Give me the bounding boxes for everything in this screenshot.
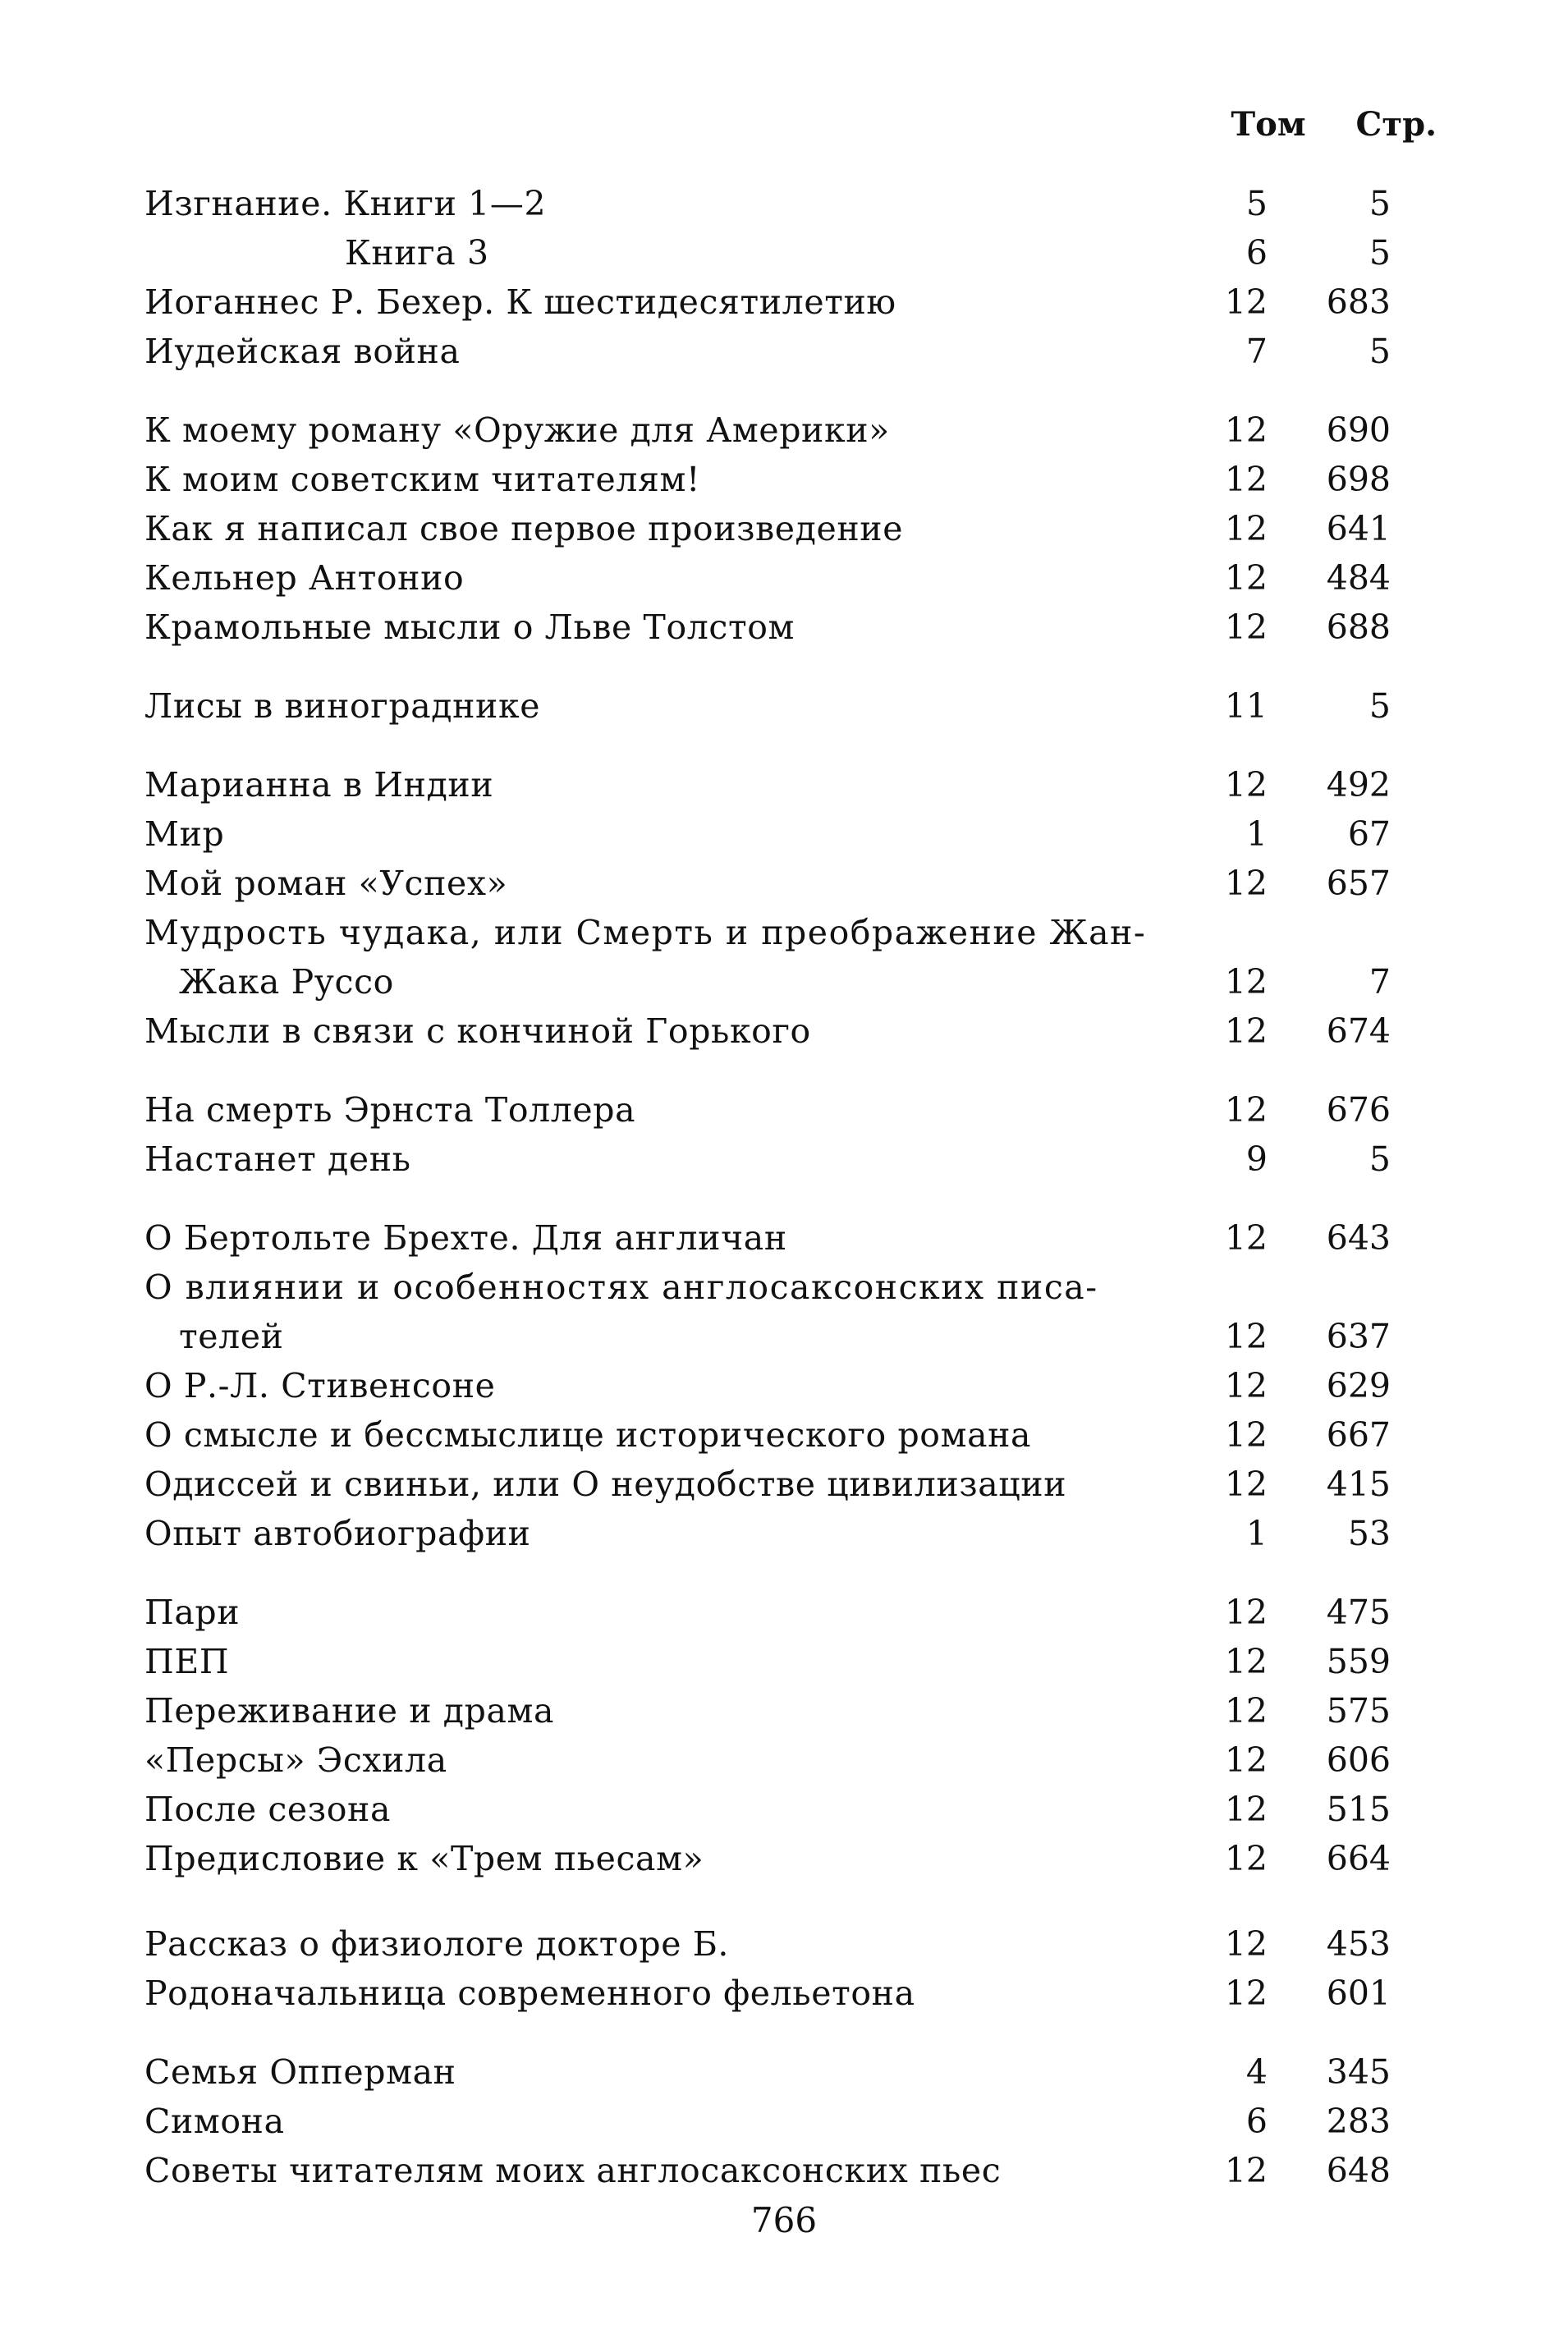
entry-page: 5 xyxy=(1369,1139,1391,1179)
entry-title: После сезона xyxy=(144,1790,391,1829)
entry-volume: 12 xyxy=(1224,1924,1268,1964)
entry-volume: 12 xyxy=(1224,2151,1268,2190)
entry-volume: 12 xyxy=(1224,1642,1268,1681)
index-entry xyxy=(0,179,1568,228)
entry-title: О Р.-Л. Стивенсоне xyxy=(144,1366,496,1405)
entry-page: 629 xyxy=(1326,1366,1391,1405)
entry-volume: 1 xyxy=(1245,1514,1268,1553)
entry-page: 492 xyxy=(1326,765,1391,805)
entry-title: О смысле и бессмыслице исторического романа xyxy=(144,1415,1032,1455)
index-entry xyxy=(0,1588,1568,1637)
index-entry xyxy=(0,1785,1568,1834)
entry-page: 676 xyxy=(1326,1090,1391,1130)
entry-title: Мой роман «Успех» xyxy=(144,864,508,903)
entry-page: 67 xyxy=(1347,814,1391,854)
index-entry xyxy=(0,1509,1568,1558)
entry-volume: 12 xyxy=(1224,460,1268,499)
index-entry xyxy=(0,1735,1568,1785)
entry-page: 559 xyxy=(1326,1642,1391,1681)
index-entry xyxy=(0,2047,1568,2097)
entry-page: 283 xyxy=(1326,2102,1391,2141)
entry-volume: 12 xyxy=(1224,1974,1268,2013)
index-entry xyxy=(0,1637,1568,1686)
entry-title: На смерть Эрнста Толлера xyxy=(144,1090,636,1130)
entry-title: Жака Руссо xyxy=(179,962,394,1002)
entry-volume: 12 xyxy=(1224,282,1268,322)
entry-title: телей xyxy=(179,1317,284,1356)
entry-volume: 7 xyxy=(1245,332,1268,371)
entry-title: Настанет день xyxy=(144,1139,411,1179)
index-entry xyxy=(0,1919,1568,1969)
entry-page: 345 xyxy=(1326,2052,1391,2092)
entry-page: 484 xyxy=(1326,558,1391,598)
entry-volume: 12 xyxy=(1224,1465,1268,1504)
entry-page: 667 xyxy=(1326,1415,1391,1455)
entry-page: 643 xyxy=(1326,1218,1391,1258)
entry-page: 415 xyxy=(1326,1465,1391,1504)
index-entry xyxy=(0,1410,1568,1460)
entry-volume: 12 xyxy=(1224,1090,1268,1130)
entry-page: 475 xyxy=(1326,1593,1391,1632)
page-number: 766 xyxy=(750,2200,818,2240)
entry-volume: 9 xyxy=(1245,1139,1268,1179)
entry-volume: 12 xyxy=(1224,1415,1268,1455)
entry-volume: 12 xyxy=(1224,1691,1268,1731)
entry-title: ПЕП xyxy=(144,1642,230,1681)
entry-volume: 12 xyxy=(1224,509,1268,548)
entry-title: О влиянии и особенностях англосаксонских писа- xyxy=(144,1268,1098,1307)
entry-page: 641 xyxy=(1326,509,1391,548)
index-entry xyxy=(0,1085,1568,1135)
entry-volume: 12 xyxy=(1224,1740,1268,1780)
index-entry xyxy=(0,455,1568,504)
index-entry xyxy=(0,1834,1568,1883)
index-entry xyxy=(0,1263,1568,1312)
entry-volume: 1 xyxy=(1245,814,1268,854)
entry-title: О Бертольте Брехте. Для англичан xyxy=(144,1218,787,1258)
entry-title: Мир xyxy=(144,814,225,854)
entry-title: «Персы» Эсхила xyxy=(144,1740,447,1780)
entry-page: 657 xyxy=(1326,864,1391,903)
entry-page: 5 xyxy=(1369,686,1391,726)
index-entry xyxy=(0,1460,1568,1509)
entry-volume: 6 xyxy=(1245,2102,1268,2141)
index-entry xyxy=(0,681,1568,731)
entry-volume: 12 xyxy=(1224,1839,1268,1878)
index-entry xyxy=(0,553,1568,603)
entry-page: 688 xyxy=(1326,607,1391,647)
entry-page: 515 xyxy=(1326,1790,1391,1829)
entry-volume: 11 xyxy=(1224,686,1268,726)
entry-page: 7 xyxy=(1369,962,1391,1002)
entry-title: Симона xyxy=(144,2102,285,2141)
entry-title: Иоганнес Р. Бехер. К шестидесятилетию xyxy=(144,282,896,322)
entry-title: Иудейская война xyxy=(144,332,461,371)
entry-page: 683 xyxy=(1326,282,1391,322)
entry-title: К моему роману «Оружие для Америки» xyxy=(144,410,890,450)
entry-volume: 12 xyxy=(1224,1011,1268,1051)
entry-page: 606 xyxy=(1326,1740,1391,1780)
index-entry xyxy=(0,957,1568,1006)
page-column-label: Стр. xyxy=(1355,105,1437,144)
index-entry xyxy=(0,908,1568,957)
entry-page: 664 xyxy=(1326,1839,1391,1878)
index-entry xyxy=(0,760,1568,809)
entry-title: Книга 3 xyxy=(345,233,489,273)
entry-page: 53 xyxy=(1347,1514,1391,1553)
entry-title: Предисловие к «Трем пьесам» xyxy=(144,1839,704,1878)
entry-title: Изгнание. Книги 1—2 xyxy=(144,184,547,223)
entry-title: Марианна в Индии xyxy=(144,765,494,805)
entry-title: Опыт автобиографии xyxy=(144,1514,531,1553)
entry-page: 5 xyxy=(1369,233,1391,273)
entry-volume: 12 xyxy=(1224,1366,1268,1405)
index-entry xyxy=(0,228,1568,277)
entry-page: 637 xyxy=(1326,1317,1391,1356)
entry-title: Семья Опперман xyxy=(144,2052,456,2092)
entry-volume: 12 xyxy=(1224,1218,1268,1258)
index-entry xyxy=(0,2097,1568,2146)
entry-title: Мудрость чудака, или Смерть и преображение Жан- xyxy=(144,913,1147,952)
volume-column-label: Том xyxy=(1231,105,1306,144)
entry-page: 698 xyxy=(1326,460,1391,499)
entry-volume: 12 xyxy=(1224,1317,1268,1356)
entry-page: 648 xyxy=(1326,2151,1391,2190)
index-entry xyxy=(0,277,1568,327)
index-entry xyxy=(0,1213,1568,1263)
entry-title: Рассказ о физиологе докторе Б. xyxy=(144,1924,730,1964)
entry-title: Лисы в винограднике xyxy=(144,686,541,726)
entry-page: 453 xyxy=(1326,1924,1391,1964)
entry-volume: 12 xyxy=(1224,1593,1268,1632)
entry-volume: 12 xyxy=(1224,607,1268,647)
index-entry xyxy=(0,2146,1568,2195)
entry-title: Одиссей и свиньи, или О неудобстве цивилизации xyxy=(144,1465,1067,1504)
entry-volume: 12 xyxy=(1224,864,1268,903)
column-header xyxy=(0,105,1568,154)
entry-title: Кельнер Антонио xyxy=(144,558,465,598)
entry-title: Родоначальница современного фельетона xyxy=(144,1974,915,2013)
entry-volume: 12 xyxy=(1224,962,1268,1002)
index-entry xyxy=(0,1969,1568,2018)
entry-volume: 12 xyxy=(1224,558,1268,598)
entry-title: Переживание и драма xyxy=(144,1691,555,1731)
index-entry xyxy=(0,1361,1568,1410)
index-entry xyxy=(0,859,1568,908)
entry-page: 5 xyxy=(1369,332,1391,371)
entry-title: Советы читателям моих англосаксонских пьес xyxy=(144,2151,1002,2190)
entry-title: Мысли в связи с кончиной Горького xyxy=(144,1011,811,1051)
entry-volume: 12 xyxy=(1224,765,1268,805)
entry-volume: 6 xyxy=(1245,233,1268,273)
index-entry xyxy=(0,1686,1568,1735)
entry-volume: 12 xyxy=(1224,410,1268,450)
entry-volume: 4 xyxy=(1245,2052,1268,2092)
entry-page: 674 xyxy=(1326,1011,1391,1051)
entry-title: Как я написал свое первое произведение xyxy=(144,509,904,548)
entry-page: 601 xyxy=(1326,1974,1391,2013)
entry-title: Пари xyxy=(144,1593,241,1632)
index-entry xyxy=(0,406,1568,455)
entry-page: 690 xyxy=(1326,410,1391,450)
index-entry xyxy=(0,809,1568,859)
index-entry xyxy=(0,1135,1568,1184)
entry-title: К моим советским читателям! xyxy=(144,460,701,499)
index-entry xyxy=(0,327,1568,376)
index-entry xyxy=(0,1312,1568,1361)
index-entry xyxy=(0,504,1568,553)
entry-volume: 5 xyxy=(1245,184,1268,223)
index-entry xyxy=(0,1006,1568,1056)
index-entry xyxy=(0,603,1568,652)
entry-volume: 12 xyxy=(1224,1790,1268,1829)
entry-page: 575 xyxy=(1326,1691,1391,1731)
entry-page: 5 xyxy=(1369,184,1391,223)
entry-title: Крамольные мысли о Льве Толстом xyxy=(144,607,795,647)
